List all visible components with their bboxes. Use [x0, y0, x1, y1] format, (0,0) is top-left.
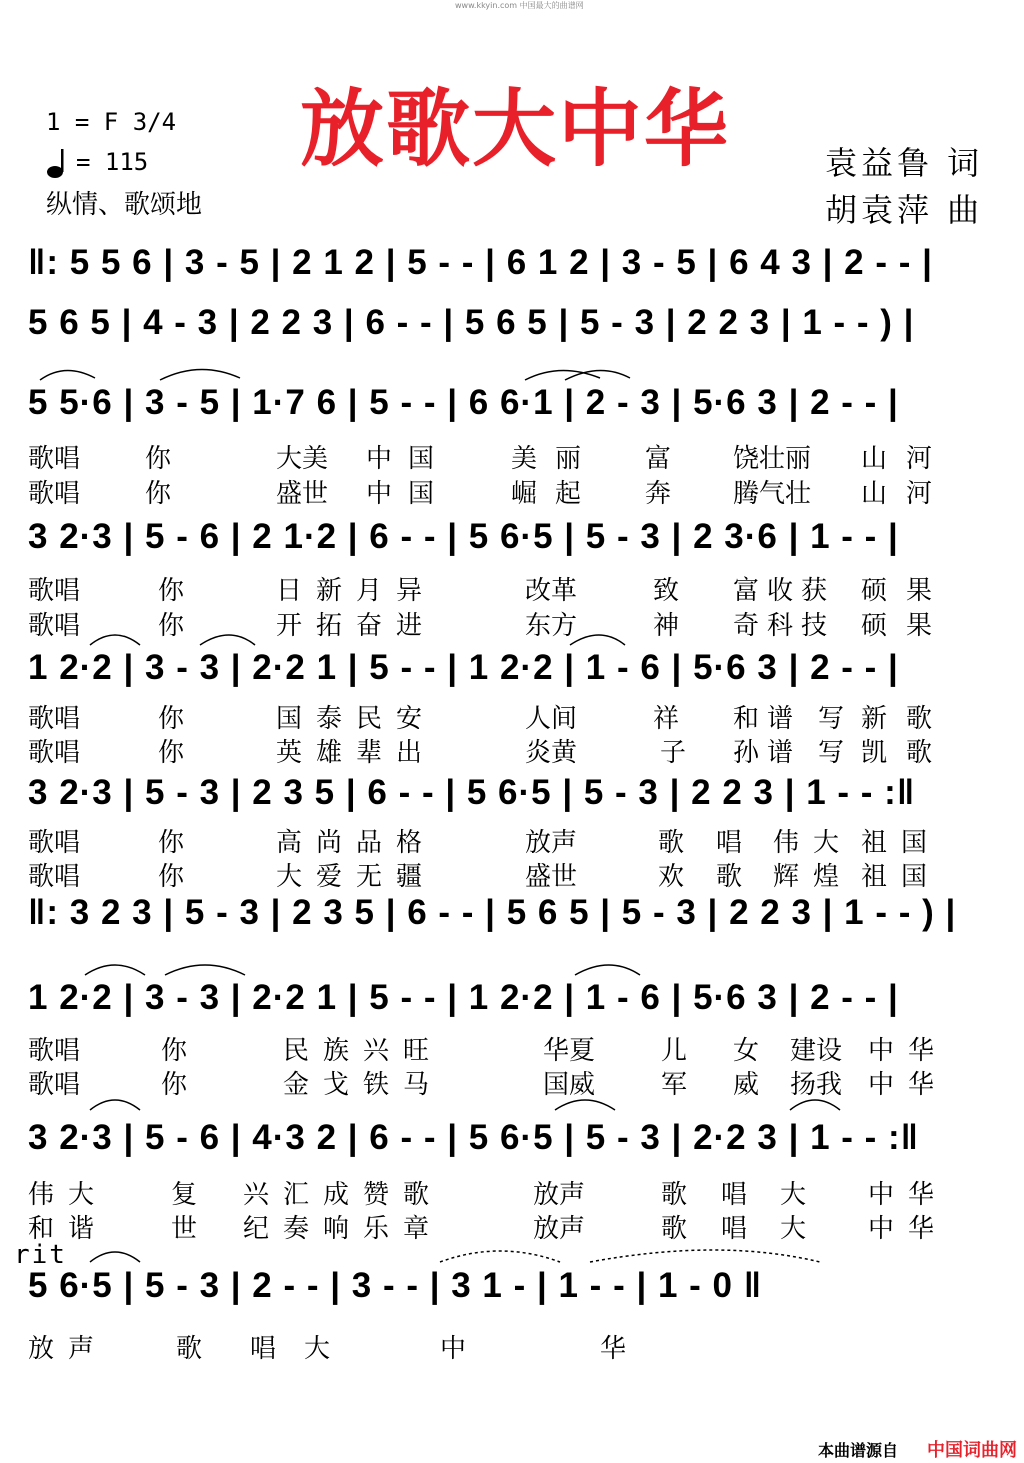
lyric-word: 大爱无疆 — [276, 862, 437, 892]
lyric-word: 国威 — [543, 1070, 596, 1100]
notation-text: 3 2·3 | 5 - 3 | 2 3 5 | 6 - - | 5 6·5 | 5 - 3 | 2 2 3 | 1 - - :‖ — [28, 773, 916, 812]
lyric-word: 盛世 — [525, 862, 578, 892]
notation-line-5 — [28, 648, 1003, 696]
lyric-word: 歌唱 — [28, 738, 81, 768]
source-url: www.kkyin.com 中国最大的曲谱网 — [455, 1, 584, 10]
lyric-word: 唱大 — [250, 1334, 359, 1364]
lyric-line — [28, 473, 1003, 509]
lyric-word: 歌 — [661, 1214, 688, 1244]
lyric-word: 果 — [906, 576, 933, 606]
lyric-word: 歌 — [716, 862, 743, 892]
lyric-word: 中华 — [868, 1180, 949, 1210]
lyric-word: 你 — [161, 1070, 188, 1100]
lyric-line — [28, 1030, 1003, 1066]
lyric-word: 新 — [861, 704, 888, 734]
lyric-line — [28, 1328, 1003, 1364]
lyric-word: 写 — [818, 738, 845, 768]
lyric-word: 军 — [661, 1070, 688, 1100]
lyric-word: 奇科技 — [733, 611, 836, 641]
lyric-line — [28, 732, 1003, 768]
lyric-word: 欢 — [658, 862, 685, 892]
lyric-word: 国 — [408, 444, 435, 474]
lyric-word: 开拓奋进 — [276, 611, 437, 641]
notation-text: 5 5·6 | 3 - 5 | 1·7 6 | 5 - - | 6 6·1 | 2 - 3 | 5·6 3 | 2 - - | — [28, 383, 899, 422]
lyric-word: 祖国 — [861, 862, 942, 892]
lyric-word: 歌唱 — [28, 704, 81, 734]
tempo-marking: = 115 — [76, 148, 149, 176]
lyric-word: 歌唱 — [28, 444, 81, 474]
lyric-word: 改革 — [525, 576, 578, 606]
notation-line-8 — [28, 978, 1003, 1026]
lyric-word: 唱 — [716, 828, 743, 858]
lyric-word: 国 — [408, 479, 435, 509]
lyric-word: 和谱 — [733, 704, 802, 734]
lyric-word: 歌 — [906, 704, 933, 734]
lyric-word: 大美 — [276, 444, 329, 474]
expression-marking: 纵情、歌颂地 — [46, 190, 203, 220]
notation-text: 1 2·2 | 3 - 3 | 2·2 1 | 5 - - | 1 2·2 | 1 - 6 | 5·6 3 | 2 - - | — [28, 648, 899, 687]
lyric-word: 放声 — [533, 1214, 586, 1244]
lyric-word: 国泰民安 — [276, 704, 437, 734]
lyric-word: 中华 — [868, 1214, 949, 1244]
lyric-line — [28, 856, 1003, 892]
lyric-word: 硕 — [861, 576, 888, 606]
lyric-word: 世 — [171, 1214, 198, 1244]
lyric-word: 儿 — [661, 1036, 688, 1066]
lyric-word: 中 — [366, 444, 393, 474]
lyric-word: 你 — [158, 704, 185, 734]
lyric-word: 放声 — [525, 828, 578, 858]
notation-text: 1 2·2 | 3 - 3 | 2·2 1 | 5 - - | 1 2·2 | 1 - 6 | 5·6 3 | 2 - - | — [28, 978, 899, 1017]
lyric-word: 高尚品格 — [276, 828, 437, 858]
lyric-word: 山 — [861, 479, 888, 509]
notation-line-6 — [28, 773, 1003, 821]
footer-site-link[interactable]: 中国词曲网 — [927, 1440, 1017, 1461]
lyric-word: 你 — [158, 611, 185, 641]
lyric-word: 盛世 — [276, 479, 329, 509]
lyric-word: 扬我 — [790, 1070, 843, 1100]
lyric-word: 复 — [171, 1180, 198, 1210]
lyric-word: 和谐 — [28, 1214, 109, 1244]
lyric-word: 你 — [158, 862, 185, 892]
lyric-word: 民族兴旺 — [283, 1036, 444, 1066]
lyric-word: 歌唱 — [28, 576, 81, 606]
ritardando-marking: rit — [14, 1240, 67, 1270]
lyric-word: 奔 — [645, 479, 672, 509]
song-title: 放歌大中华 — [300, 80, 731, 178]
lyric-word: 山 — [861, 444, 888, 474]
lyric-word: 人间 — [525, 704, 578, 734]
lyric-word: 建设 — [790, 1036, 843, 1066]
lyric-word: 唱 — [721, 1214, 748, 1244]
lyric-word: 饶壮丽 — [733, 444, 812, 474]
lyric-word: 伟大 — [28, 1180, 109, 1210]
lyric-word: 日新月异 — [276, 576, 437, 606]
lyric-word: 女 — [733, 1036, 760, 1066]
lyric-word: 金戈铁马 — [283, 1070, 444, 1100]
lyric-word: 写 — [818, 704, 845, 734]
notation-line-4 — [28, 517, 1003, 565]
lyric-word: 东方 — [525, 611, 578, 641]
lyric-word: 放声 — [28, 1334, 109, 1364]
lyric-word: 你 — [158, 828, 185, 858]
lyric-word: 歌唱 — [28, 1036, 81, 1066]
composer-credit: 胡袁萍 曲 — [825, 191, 984, 229]
lyric-word: 歌唱 — [28, 611, 81, 641]
lyric-word: 起 — [555, 479, 582, 509]
lyric-word: 威 — [733, 1070, 760, 1100]
lyric-word: 富 — [645, 444, 672, 474]
lyric-word: 华 — [600, 1334, 627, 1364]
lyric-word: 华夏 — [543, 1036, 596, 1066]
lyric-word: 中华 — [868, 1070, 949, 1100]
lyric-word: 祖国 — [861, 828, 942, 858]
lyric-word: 歌 — [658, 828, 685, 858]
lyric-word: 伟大 — [773, 828, 854, 858]
lyric-word: 孙谱 — [733, 738, 802, 768]
lyric-word: 中华 — [868, 1036, 949, 1066]
lyric-word: 你 — [145, 444, 172, 474]
lyric-word: 富收获 — [733, 576, 836, 606]
notation-text: 3 2·3 | 5 - 6 | 4·3 2 | 6 - - | 5 6·5 | 5 - 3 | 2·2 3 | 1 - - :‖ — [28, 1118, 920, 1157]
lyric-word: 唱 — [721, 1180, 748, 1210]
footer-source-label: 本曲谱源自 — [818, 1441, 899, 1460]
lyric-word: 大 — [780, 1180, 807, 1210]
lyric-word: 果 — [906, 611, 933, 641]
lyric-line — [28, 1208, 1003, 1244]
lyric-word: 河 — [906, 444, 933, 474]
notation-line-7 — [28, 893, 1003, 941]
lyric-word: 祥 — [653, 704, 680, 734]
lyric-word: 歌 — [906, 738, 933, 768]
notation-line-10 — [28, 1266, 1003, 1314]
lyric-word: 兴汇成赞歌 — [243, 1180, 444, 1210]
lyric-word: 辉煌 — [773, 862, 854, 892]
lyric-word: 你 — [158, 576, 185, 606]
lyricist-credit: 袁益鲁 词 — [825, 144, 984, 182]
lyric-word: 致 — [653, 576, 680, 606]
lyric-word: 歌唱 — [28, 828, 81, 858]
lyric-word: 凯 — [861, 738, 888, 768]
lyric-word: 河 — [906, 479, 933, 509]
lyric-line — [28, 822, 1003, 858]
lyric-word: 放声 — [533, 1180, 586, 1210]
lyric-word: 歌唱 — [28, 479, 81, 509]
lyric-word: 硕 — [861, 611, 888, 641]
lyric-line — [28, 1174, 1003, 1210]
lyric-word: 子 — [660, 738, 687, 768]
notation-text: ‖: 5 5 6 | 3 - 5 | 2 1 2 | 5 - - | 6 1 2 | 3 - 5 | 6 4 3 | 2 - - | — [28, 243, 933, 282]
lyric-word: 歌唱 — [28, 1070, 81, 1100]
notation-text: 5 6·5 | 5 - 3 | 2 - - | 3 - - | 3 1 - | 1 - - | 1 - 0 ‖ — [28, 1266, 763, 1305]
notation-text: 3 2·3 | 5 - 6 | 2 1·2 | 6 - - | 5 6·5 | 5 - 3 | 2 3·6 | 1 - - | — [28, 517, 899, 556]
lyric-word: 神 — [653, 611, 680, 641]
lyric-word: 歌唱 — [28, 862, 81, 892]
lyric-word: 腾气壮 — [733, 479, 812, 509]
lyric-word: 中 — [366, 479, 393, 509]
lyric-word: 歌 — [661, 1180, 688, 1210]
lyric-word: 丽 — [555, 444, 582, 474]
lyric-line — [28, 605, 1003, 641]
notation-text: 5 6 5 | 4 - 3 | 2 2 3 | 6 - - | 5 6 5 | 5 - 3 | 2 2 3 | 1 - - ) | — [28, 303, 915, 342]
lyric-word: 大 — [780, 1214, 807, 1244]
lyric-word: 英雄辈出 — [276, 738, 437, 768]
lyric-word: 你 — [158, 738, 185, 768]
lyric-line — [28, 570, 1003, 606]
lyric-line — [28, 698, 1003, 734]
lyric-line — [28, 1064, 1003, 1100]
lyric-word: 崛 — [511, 479, 538, 509]
lyric-word: 美 — [511, 444, 538, 474]
lyric-line — [28, 438, 1003, 474]
lyric-word: 歌 — [176, 1334, 203, 1364]
lyric-word: 炎黄 — [525, 738, 578, 768]
lyric-word: 你 — [161, 1036, 188, 1066]
lyric-word: 中 — [440, 1334, 467, 1364]
notation-text: ‖: 3 2 3 | 5 - 3 | 2 3 5 | 6 - - | 5 6 5 | 5 - 3 | 2 2 3 | 1 - - ) | — [28, 893, 957, 932]
key-signature: 1 = F 3/4 — [46, 108, 177, 136]
notation-line-9 — [28, 1118, 1003, 1166]
notation-line-3 — [28, 383, 1003, 431]
lyric-word: 纪奏响乐章 — [243, 1214, 444, 1244]
lyric-word: 你 — [145, 479, 172, 509]
